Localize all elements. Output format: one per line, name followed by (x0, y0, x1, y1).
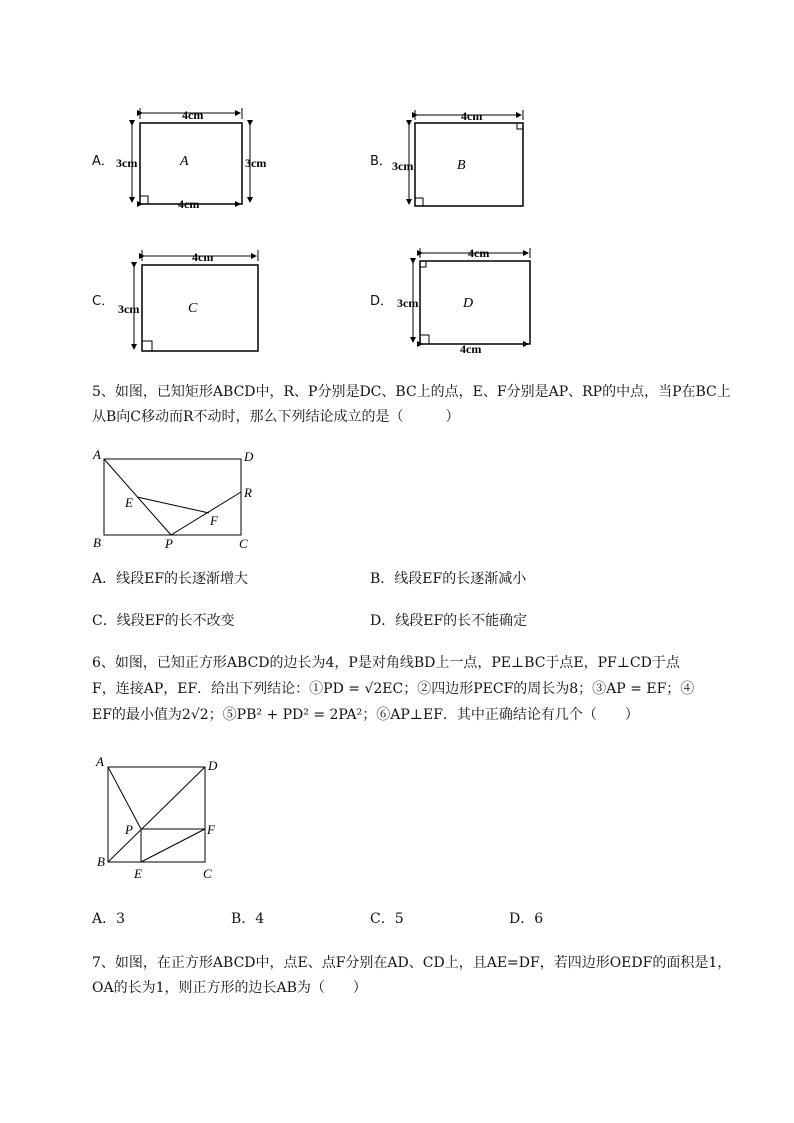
option-d-figure (388, 245, 538, 360)
q6-label-a: A (96, 754, 104, 769)
q5-label-p: P (165, 536, 173, 551)
q5-label-c: C (239, 536, 248, 551)
q5-option-a[interactable]: A．线段EF的长逐渐增大 (92, 571, 249, 587)
option-a-figure (110, 105, 290, 215)
q5-label-a: A (93, 447, 101, 462)
option-c-left-label: 3cm (118, 302, 140, 316)
q5-option-b[interactable]: B．线段EF的长逐渐减小 (370, 571, 527, 587)
q5-label-f: F (210, 513, 218, 528)
q7-stem-line2: OA的长为1，则正方形的边长AB为（ ） (92, 980, 367, 996)
option-c-top-label: 4cm (192, 250, 214, 264)
q6-label-b: B (97, 854, 105, 869)
q6-option-b[interactable]: B．4 (231, 911, 265, 927)
q5-label-e: E (125, 495, 133, 510)
option-b-letter: B． (370, 154, 392, 169)
q5-stem-line1: 5、如图，已知矩形ABCD中，R、P分别是DC、BC上的点，E、F分别是AP、RP的中点，当P在BC上 (92, 384, 731, 400)
option-d-left-label: 3cm (397, 296, 419, 310)
option-a-bottom-label: 4cm (178, 197, 200, 211)
q6-label-d: D (208, 758, 218, 773)
option-a-letter: A． (92, 154, 114, 169)
option-a-name: A (180, 154, 189, 169)
q5-option-d[interactable]: D．线段EF的长不能确定 (370, 613, 528, 629)
q7-stem-line1: 7、如图，在正方形ABCD中，点E、点F分别在AD、CD上，且AE=DF，若四边形OEDF的面积是1， (92, 955, 732, 971)
q6-stem-line1: 6、如图，已知正方形ABCD的边长为4，P是对角线BD上一点，PE⊥BC于点E，PF⊥CD于点 (92, 655, 680, 671)
option-d-bottom-label: 4cm (460, 342, 482, 356)
option-d-name: D (463, 296, 474, 311)
q6-option-c[interactable]: C．5 (370, 911, 404, 927)
q6-option-d[interactable]: D．6 (509, 911, 544, 927)
q6-stem-line3: EF的最小值为2√2；⑤PB² + PD² = 2PA²；⑥AP⊥EF．其中正确结论有几个（ ） (92, 707, 639, 723)
q6-label-p: P (125, 822, 133, 837)
option-a-right-label: 3cm (245, 156, 267, 170)
q5-label-r: R (244, 485, 252, 500)
q6-figure (88, 752, 238, 887)
option-c-letter: C． (92, 294, 115, 309)
option-a-left-label: 3cm (116, 156, 138, 170)
q6-label-e: E (134, 866, 142, 881)
q6-option-a[interactable]: A．3 (92, 911, 126, 927)
q5-figure (88, 445, 278, 555)
option-b-figure (385, 105, 535, 215)
option-d-letter: D． (370, 294, 394, 309)
q6-label-c: C (203, 866, 212, 881)
option-b-name: B (457, 158, 466, 173)
q5-option-c[interactable]: C．线段EF的长不改变 (92, 613, 235, 629)
q5-stem-line2: 从B向C移动而R不动时，那么下列结论成立的是（ ） (92, 409, 460, 425)
option-b-top-label: 4cm (461, 109, 483, 123)
q6-label-f: F (207, 822, 215, 837)
option-c-name: C (188, 301, 198, 316)
option-d-top-label: 4cm (468, 246, 490, 260)
option-c-figure (110, 245, 270, 360)
q6-stem-line2: F，连接AP，EF．给出下列结论：①PD = √2EC；②四边形PECF的周长为8；③AP = EF；④ (92, 681, 695, 697)
option-a-top-label: 4cm (182, 108, 204, 122)
q5-label-d: D (244, 449, 254, 464)
option-b-left-label: 3cm (392, 159, 414, 173)
q5-label-b: B (93, 535, 101, 550)
